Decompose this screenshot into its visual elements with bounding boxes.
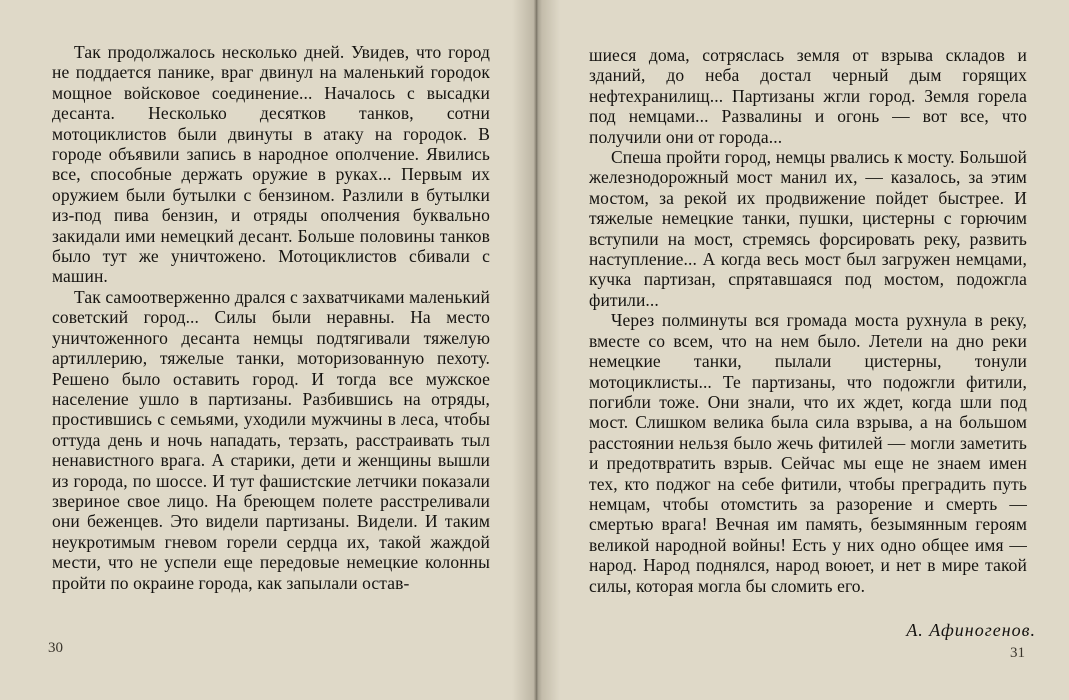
- right-page: [536, 0, 1069, 700]
- left-page-text: [52, 42, 490, 593]
- author-signature: А. Афиногенов.: [906, 620, 1036, 640]
- left-page-number: 30: [48, 640, 63, 656]
- right-page-text: [589, 45, 1027, 596]
- right-paragraph-3: Через полминуты вся громада моста рухнула в реку, вместе со всем, что на нем было. Летели на дно реки немецкие танки, пылали цистерны, тонули мотоциклисты... Те партизаны, что подожгли фитили, погибли тоже. Они знали, что их ждет, когда шли под мост. Слишком велика была сила взрыва, а на большом расстоянии нельзя было жечь фитилей — могли заметить и предотвратить взрыв. Сейчас мы еще не знаем имен тех, кто поджог на себе фитили, чтобы преградить путь немцам, чтобы отомстить за разорение и смерть — смертью врага! Вечная им память, безымянным героям великой народной войны! Есть у них одно общее имя — народ. Народ поднялся, народ воюет, и нет в мире такой силы, которая могла бы сломить его.: [589, 310, 1027, 596]
- right-page-number: 31: [1010, 645, 1025, 661]
- left-paragraph-2: Так самоотверженно дрался с захватчиками маленький советский город... Силы были неравны. На место уничтоженного десанта немцы подтягивали тяжелую артиллерию, тяжелые танки, моторизованную пехоту. Решено было оставить город. И тогда все мужское население ушло в партизаны. Разбившись на отряды, простившись с семьями, уходили мужчины в леса, чтобы оттуда день и ночь нападать, терзать, расстраивать тыл ненавистного врага. А старики, дети и женщины вышли из города, по шоссе. И тут фашистские летчики показали звериное свое лицо. На бреющем полете расстреливали они беженцев. Это видели партизаны. Видели. И таким неукротимым гневом горели сердца их, такой жаждой мести, что не успели еще передовые немецкие колонны пройти по окраине города, как запылали остав-: [52, 286, 490, 593]
- left-paragraph-1: Так продолжалось несколько дней. Увидев, что город не поддается панике, враг двинул на маленький городок мощное войсковое соединение... Началось с высадки десанта. Несколько десятков танков, сотни мотоциклистов были двинуты в атаку на городок. В городе объявили запись в народное ополчение. Явились все, способные держать оружие в руках... Первым их оружием были бутылки с бензином. Разлили в бутылки из-под пива бензин, и отряды ополчения буквально закидали ими немецкий десант. Больше половины танков было тут же уничтожено. Мотоциклистов сбивали с машин.: [52, 42, 490, 287]
- book-gutter: [512, 0, 560, 700]
- right-paragraph-1: шиеся дома, сотряслась земля от взрыва складов и зданий, до неба достал черный дым горящих нефтехранилищ... Партизаны жгли город. Земля горела под немцами... Развалины и огонь — вот все, что получили они от города...: [589, 45, 1027, 147]
- right-paragraph-2: Спеша пройти город, немцы рвались к мосту. Большой железнодорожный мост манил их, — казалось, за этим мостом, за рекой их продвижение пойдет быстрее. И тяжелые немецкие танки, пушки, цистерны с горючим вступили на мост, стремясь форсировать реку, развить наступление... А когда весь мост был загружен немцами, кучка партизан, спрятавшаяся под мостом, подожгла фитили...: [589, 147, 1027, 310]
